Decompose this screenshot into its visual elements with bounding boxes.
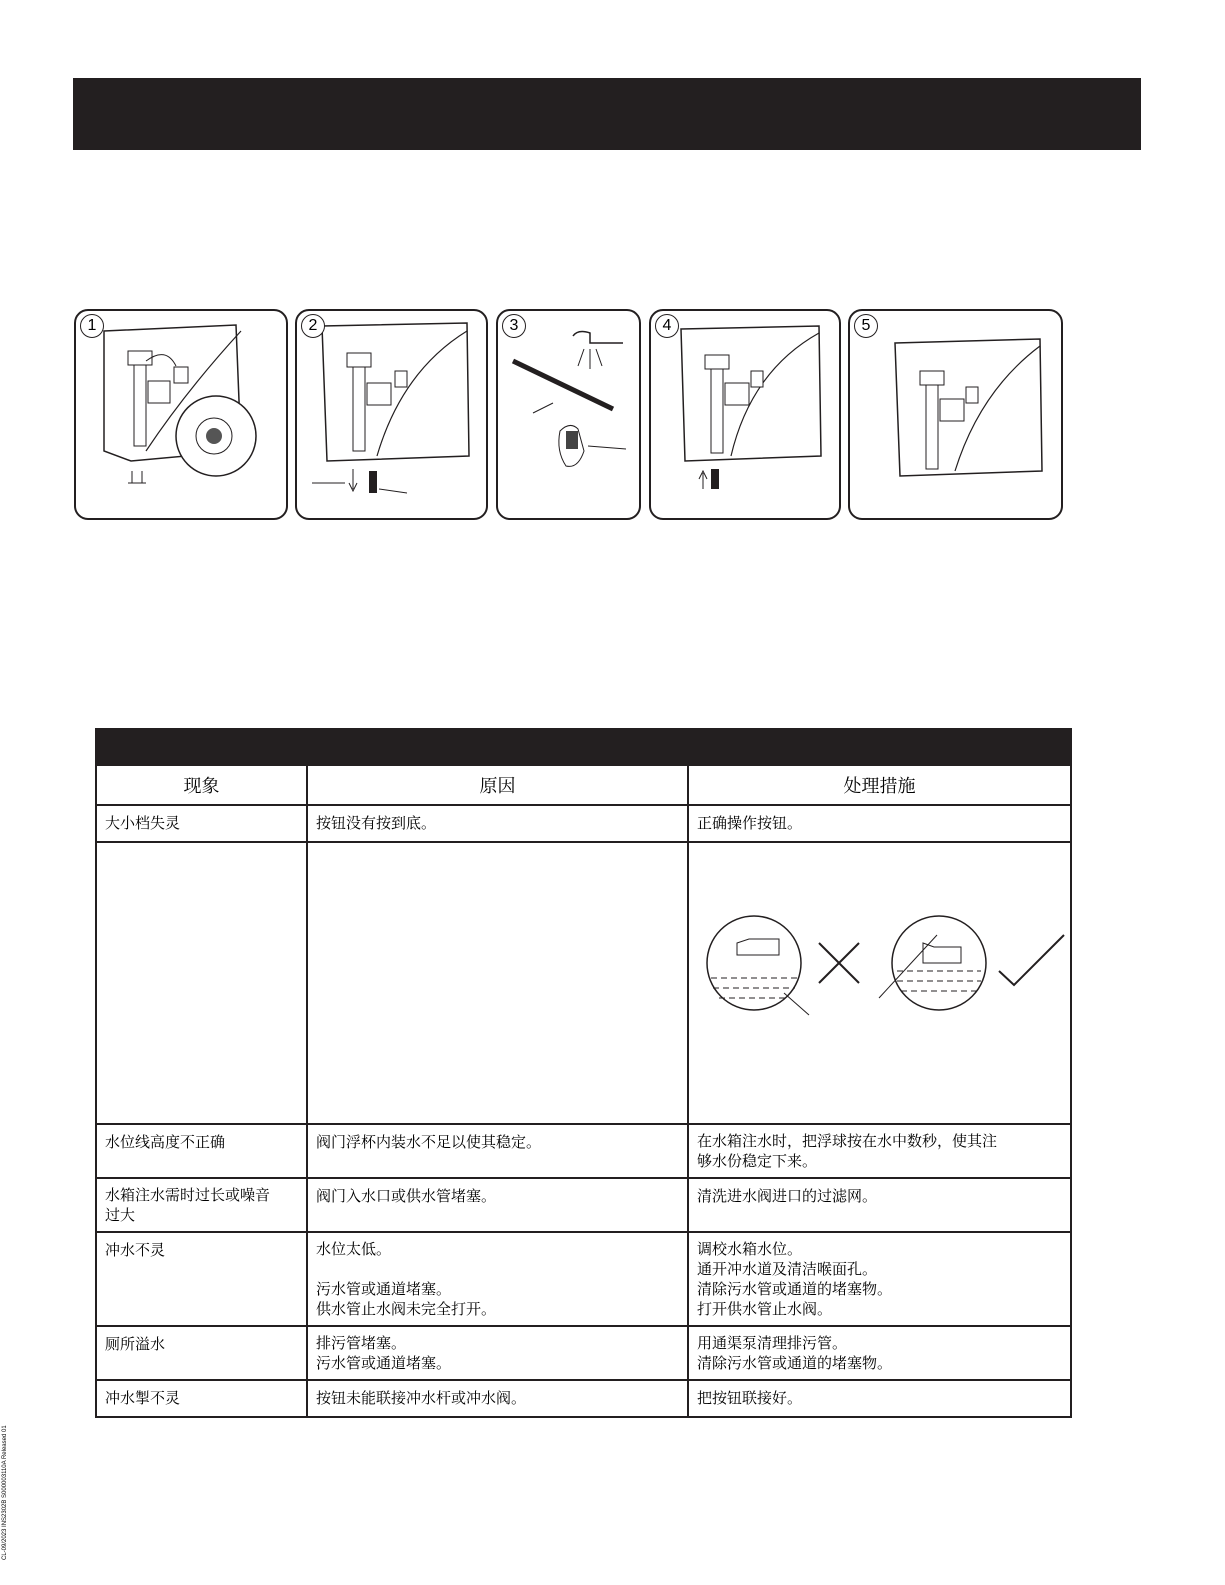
- float-wrong-icon: [707, 916, 809, 1015]
- check-right-icon: [999, 935, 1064, 985]
- float-diagram-cell: [688, 842, 1071, 1124]
- header-fix: 处理措施: [688, 765, 1071, 805]
- table-row: [96, 1124, 1071, 1178]
- header-symptom: 现象: [96, 765, 307, 805]
- cause-cell: 排污管堵塞。 污水管或通道堵塞。: [307, 1326, 688, 1380]
- symptom-cell-empty: [96, 842, 307, 1124]
- step-number: 4: [655, 314, 679, 338]
- symptom-cell: 冲水不灵: [96, 1232, 307, 1326]
- rinse-filter-icon: [498, 311, 641, 520]
- document-code: [2, 1425, 42, 1560]
- cause-cell: 水位太低。 污水管或通道堵塞。 供水管止水阀未完全打开。: [307, 1232, 688, 1326]
- fix-cell: 在水箱注水时，把浮球按在水中数秒，使其注 够水份稳定下来。: [688, 1124, 1071, 1178]
- fix-cell: 把按钮联接好。: [688, 1380, 1071, 1417]
- troubleshooting-table: [95, 728, 1072, 1418]
- table-title-bar: [96, 729, 1071, 765]
- symptom-cell: 冲水掣不灵: [96, 1380, 307, 1417]
- table-row: [96, 1380, 1071, 1417]
- step-number: 3: [502, 314, 526, 338]
- float-right-icon: [879, 916, 986, 1010]
- tank-complete-icon: [850, 311, 1063, 520]
- table-row-diagram: [96, 842, 1071, 1124]
- cause-cell: 阀门浮杯内装水不足以使其稳定。: [307, 1124, 688, 1178]
- symptom-cell: 厕所溢水: [96, 1326, 307, 1380]
- cause-cell-empty: [307, 842, 688, 1124]
- cause-cell: 按钮未能联接冲水杆或冲水阀。: [307, 1380, 688, 1417]
- cause-cell: 阀门入水口或供水管堵塞。: [307, 1178, 688, 1232]
- symptom-cell: 水位线高度不正确: [96, 1124, 307, 1178]
- tank-remove-filter-icon: [297, 311, 488, 520]
- header-bar: [73, 78, 1141, 150]
- float-level-diagram: [689, 843, 1068, 1121]
- step-number: 5: [854, 314, 878, 338]
- step-3-panel: [496, 309, 641, 520]
- cross-wrong-icon: [819, 943, 859, 983]
- fix-cell: 调校水箱水位。 通开冲水道及清洁喉面孔。 清除污水管或通道的堵塞物。 打开供水管止水阀。: [688, 1232, 1071, 1326]
- cleaning-steps: [0, 309, 1225, 523]
- step-2-panel: [295, 309, 488, 520]
- symptom-cell: 水箱注水需时过长或噪音 过大: [96, 1178, 307, 1232]
- symptom-cell: 大小档失灵: [96, 805, 307, 842]
- step-number: 1: [80, 314, 104, 338]
- cause-cell: 按钮没有按到底。: [307, 805, 688, 842]
- step-5-panel: [848, 309, 1063, 520]
- step-number: 2: [301, 314, 325, 338]
- table-row: [96, 1326, 1071, 1380]
- tank-with-valve-icon: [76, 311, 288, 520]
- header-cause: 原因: [307, 765, 688, 805]
- table-row: [96, 1232, 1071, 1326]
- tank-reinstall-filter-icon: [651, 311, 841, 520]
- fix-cell: 正确操作按钮。: [688, 805, 1071, 842]
- step-4-panel: [649, 309, 841, 520]
- fix-cell: 清洗进水阀进口的过滤网。: [688, 1178, 1071, 1232]
- column-headers: [96, 765, 1071, 805]
- step-1-panel: [74, 309, 288, 520]
- document-code-text: CL-09/2023 INS2302B S000003110A Released 01: [2, 1425, 8, 1560]
- fix-cell: 用通渠泵清理排污管。 清除污水管或通道的堵塞物。: [688, 1326, 1071, 1380]
- table-row: [96, 805, 1071, 842]
- table-row: [96, 1178, 1071, 1232]
